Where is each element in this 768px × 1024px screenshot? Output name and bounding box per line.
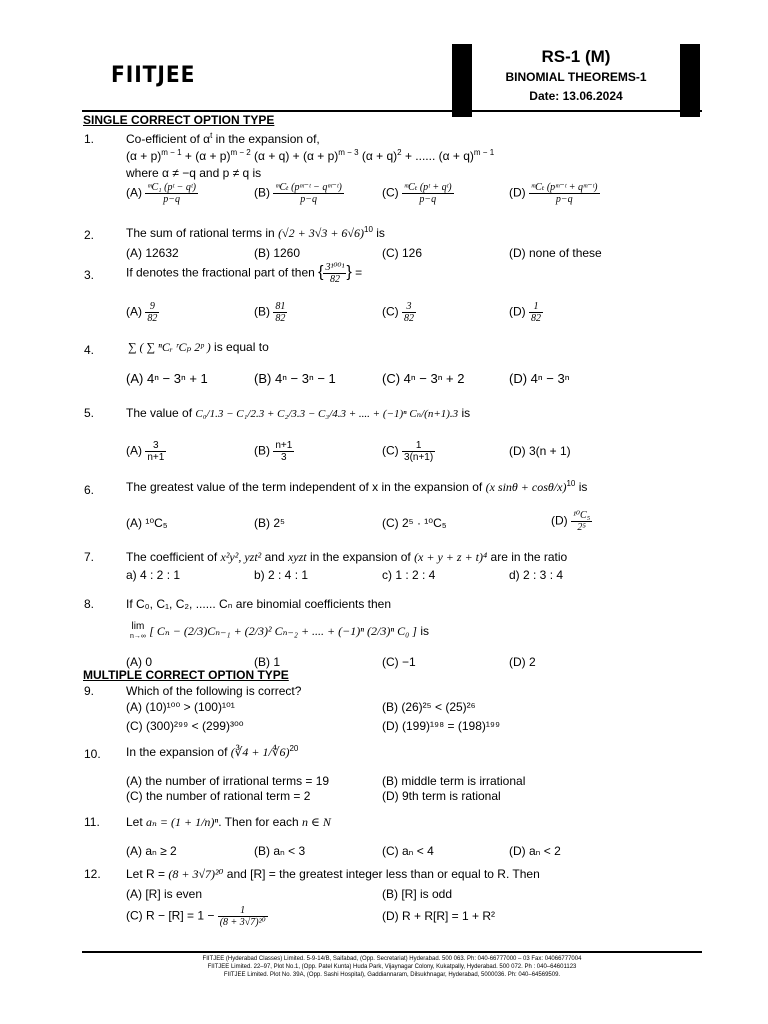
option-d[interactable]: (D) (199)¹⁹⁸ = (198)¹⁹⁹ (382, 719, 501, 733)
option-a[interactable]: (A) the number of irrational terms = 19 (126, 774, 330, 788)
option-d[interactable]: (D) R + R[R] = 1 + R² (382, 909, 496, 923)
question-number: 12. (84, 867, 101, 881)
question-expression: (x sinθ + cosθ/x) (485, 480, 567, 494)
option-c[interactable]: (C) 2⁵ · ¹⁰C₅ (382, 516, 447, 530)
question-expression: (∛4 + 1/∜6) (230, 745, 290, 759)
header-rule (82, 110, 702, 112)
option-c[interactable]: (C) 4ⁿ − 3ⁿ + 2 (382, 371, 465, 386)
option-d[interactable]: (D) none of these (509, 246, 602, 260)
question-text: Which of the following is correct? (126, 684, 302, 698)
option-a[interactable]: (A) 12632 (126, 246, 179, 260)
option-b[interactable]: (B) 2⁵ (254, 516, 285, 530)
option-c[interactable]: (C) 126 (382, 246, 423, 260)
question-number: 10. (84, 747, 101, 761)
option-a[interactable]: (A) 0 (126, 655, 153, 669)
option-a[interactable]: (A) (10)¹⁰⁰ > (100)¹⁰¹ (126, 700, 235, 714)
option-d[interactable]: (D) aₙ < 2 (509, 844, 561, 858)
option-a[interactable]: (A) $\frac{\text{ᵐC₁ (pᵗ − qᵗ)}}{p-q}$ (126, 182, 196, 205)
option-a[interactable]: (A) aₙ ≥ 2 (126, 844, 177, 858)
question-condition: where α ≠ −q and p ≠ q is (126, 166, 262, 180)
question-text: If C₀, C₁, C₂, ...... Cₙ are binomial coefficients then (126, 597, 392, 611)
fiitjee-logo: FIITJEE (111, 63, 196, 88)
option-d[interactable]: (D) $\frac{\text{ᵐCₜ (pᵐ⁻ᵗ + qᵐ⁻ᵗ)}}{p-q}$ (509, 182, 598, 205)
question-text: The sum of rational terms in (126, 226, 279, 240)
question-number: 5. (84, 406, 95, 420)
footer-address-3: FIITJEE Limited. Plot No. 39A, (Opp. Sashi Hospital), Gaddiannaram, Dilsukhnagar, Hyderabad, 5000036. Ph: 040–64569509. (223, 972, 561, 978)
option-d[interactable]: d) 2 : 3 : 4 (509, 568, 564, 582)
option-c[interactable]: (C) $\frac{3}{82}$ (382, 301, 415, 324)
question-text: In the expansion of (126, 745, 231, 759)
option-a[interactable]: (A) $\frac{9}{82}$ (126, 301, 158, 324)
question-text: is equal to (210, 340, 269, 354)
header-bar-left (452, 44, 472, 117)
question-expression: C₀/1.3 − C₁/2.3 + C₂/3.3 − C₃/4.3 + .... + (−1)ⁿ Cₙ/(n+1).3 (195, 408, 459, 420)
option-b[interactable]: (B) [R] is odd (382, 887, 453, 901)
question-number: 4. (84, 343, 95, 357)
option-d[interactable]: (D) 4ⁿ − 3ⁿ (509, 371, 570, 386)
question-number: 7. (84, 550, 95, 564)
option-b[interactable]: (B) aₙ < 3 (254, 844, 306, 858)
option-b[interactable]: (B) 1260 (254, 246, 301, 260)
question-expression: lim n→∞ [ Cₙ − (2/3)Cₙ₋₁ + (2/3)² Cₙ₋₂ + .... + (−1)ⁿ (2/3)ⁿ C₀ ] is (130, 621, 429, 640)
option-a[interactable]: (A) 4ⁿ − 3ⁿ + 1 (126, 371, 208, 386)
option-b[interactable]: (B) $\frac{\text{ᵐCₜ (pᵐ⁻ᵗ − qᵐ⁻ᵗ)}}{p-q}$ (254, 182, 342, 205)
question-expression: $(\alpha + p)^{m - 1} + (\alpha + p)^{m - 2}$ $(\alpha + q) + (\alpha + p)^{m - 3}$ $(\alpha + q)^2$ + ...... $(\alpha + q)^{m - 1}$ (126, 148, 495, 163)
question-number: 2. (84, 228, 95, 242)
option-b[interactable]: (B) 4ⁿ − 3ⁿ − 1 (254, 371, 336, 386)
sheet-date: Date: 13.06.2024 (529, 89, 623, 103)
question-expression: aₙ = (1 + 1/n)ⁿ (146, 815, 219, 829)
question-number: 6. (84, 483, 95, 497)
option-c[interactable]: (C) $\frac{1}{3(n+1)}$ (382, 440, 434, 463)
question-number: 8. (84, 597, 95, 611)
footer-address-2: FIITJEE Limited. 22–97, Plot No.1, (Opp. Patel Kunta) Huda Park, Vijaynagar Colony, Kukatpally, Hyderabad. 500 072. Ph : 040–64601123 (207, 964, 577, 970)
option-c[interactable]: (C) aₙ < 4 (382, 844, 434, 858)
sheet-code: RS-1 (M) (541, 47, 611, 66)
question-number: 11. (84, 815, 100, 829)
option-b[interactable]: b) 2 : 4 : 1 (254, 568, 309, 582)
option-b[interactable]: (B) (26)²⁵ < (25)²⁶ (382, 700, 476, 714)
question-text: The greatest value of the term independent of x in the expansion of (126, 480, 486, 494)
option-d[interactable]: (D) 9th term is rational (382, 789, 501, 803)
option-c[interactable]: (C) R − [R] = 1 − $\frac{1}{\text{(8 + 3√7)²⁰}}$ (126, 905, 266, 928)
section-single-correct: SINGLE CORRECT OPTION TYPE (83, 113, 275, 127)
footer-rule (82, 951, 702, 953)
question-expression: (√2 + 3√3 + 6√6) (278, 226, 365, 240)
option-b[interactable]: (B) $\frac{n+1}{3}$ (254, 440, 293, 463)
header-bar-right (680, 44, 700, 117)
question-text: The value of (126, 406, 196, 420)
question-text: Co-efficient of α (126, 132, 211, 146)
option-b[interactable]: (B) middle term is irrational (382, 774, 526, 788)
option-b[interactable]: (B) 1 (254, 655, 281, 669)
option-d[interactable]: (D) $\frac{1}{82}$ (509, 301, 542, 324)
option-d[interactable]: (D) $\frac{\text{¹⁰C₅}}{\text{2⁵}}$ (551, 510, 591, 533)
option-c[interactable]: c) 1 : 2 : 4 (382, 568, 436, 582)
option-c[interactable]: (C) −1 (382, 655, 416, 669)
option-c[interactable]: (C) $\frac{\text{ᵐCₜ (pᵗ + qᵗ)}}{p-q}$ (382, 182, 452, 205)
question-expression: (x + y + z + t)⁴ (414, 550, 488, 564)
question-number: 1. (84, 132, 95, 146)
option-d[interactable]: (D) 2 (509, 655, 536, 669)
section-multiple-correct: MULTIPLE CORRECT OPTION TYPE (83, 668, 289, 682)
option-d[interactable]: (D) 3(n + 1) (509, 444, 571, 458)
question-text: The coefficient of (126, 550, 221, 564)
option-a[interactable]: a) 4 : 2 : 1 (126, 568, 181, 582)
option-b[interactable]: (B) $\frac{81}{82}$ (254, 301, 286, 324)
worksheet-page: FIITJEE RS-1 (M) BINOMIAL THEOREMS-1 Date: 13.06.2024 SINGLE CORRECT OPTION TYPE 1. Co-efficient of $\alpha^t$ in the expansion of, $(\alpha + p)^{m - 1} + (\alpha + p)^{m - 2}$ $(\alpha + q) + (\alpha + p)^{m - 3}$ $(\alpha + q)^2$ + ...... $(\alpha + q)^{m - 1}$ where α ≠ −q and p ≠ q is (A) $\frac{\text{ᵐC₁ (pᵗ − qᵗ)}}{p-q}$ (B) $\frac{\text{ᵐCₜ (pᵐ⁻ᵗ − qᵐ⁻ᵗ)}}{p-q}$ (C) $\frac{\text{ᵐCₜ (pᵗ + qᵗ)}}{p-q}$ (D) $\frac{\text{ᵐCₜ (pᵐ⁻ᵗ + qᵐ⁻ᵗ)}}{p-q}$ 2. The sum of rational terms in $(√2 + 3√3 + 6√6)^{10}$ is (A) 12632 (B) 1260 (C) 126 (D) none of these 3. If denotes the fractional part of then { $\frac{\text{3¹⁰⁰¹}}{82}$ } = (A) $\frac{9}{82}$ (B) $\frac{81}{82}$ (C) $\frac{3}{82}$ (D) $\frac{1}{82}$ 4. ∑ ( ∑ ⁿCᵣ ʳCₚ 2ᵖ ) is equal to (A) 4ⁿ − 3ⁿ + 1 (B) 4ⁿ − 3ⁿ − 1 (C) 4ⁿ − 3ⁿ + 2 (D) 4ⁿ − 3ⁿ 5. The value of C₀/1.3 − C₁/2.3 + C₂/3.3 − C₃/4.3 + .... + (−1)ⁿ Cₙ/(n+1).3 is (A) $\frac{3}{n+1}$ (B) $\frac{n+1}{3}$ (C) $\frac{1}{3(n+1)}$ (D) 3(n + 1) 6. The greatest value of the term independent of x in the expansion of (x sinθ + cosθ/x)$^{10}$ is (A) ¹⁰C₅ (B) 2⁵ (C) 2⁵ · ¹⁰C₅ (D) $\frac{\text{¹⁰C₅}}{\text{2⁵}}$ 7. The coefficient of x²y², yzt² and xyzt in the expansion of (x + y + z + t)⁴ are in the ratio a) 4 : 2 : 1 b) 2 : 4 : 1 c) 1 : 2 : 4 d) 2 : 3 : 4 8. If C₀, C₁, C₂, ...... Cₙ are binomial coefficients then lim n→∞ [ Cₙ − (2/3)Cₙ₋₁ + (2/3)² Cₙ₋₂ + .... + (−1)ⁿ (2/3)ⁿ C₀ ] is (A) 0 (B) 1 (C) −1 (D) 2 MULTIPLE CORRECT OPTION TYPE 9. Which of the following is correct? (A) (10)¹⁰⁰ > (100)¹⁰¹ (B) (26)²⁵ < (25)²⁶ (C) (300)²⁹⁹ < (299)³⁰⁰ (D) (199)¹⁹⁸ = (198)¹⁹⁹ 10. In the expansion of (∛4 + 1/∜6)$^{20}$ (A) the number of irrational terms = 19 (B) middle term is irrational (C) the number of rational term = 2 (D) 9th term is rational 11. Let aₙ = (1 + 1/n)ⁿ. Then for each n ∈ N (A) aₙ ≥ 2 (B) aₙ < 3 (C) aₙ < 4 (D) aₙ < 2 12. Let R = (8 + 3√7)²⁰ and [R] = the greatest integer less than or equal to R. Then (A) [R] is even (B) [R] is odd (C) R − [R] = 1 − $\frac{1}{\text{(8 + 3√7)²⁰}}$ (D) R + R[R] = 1 + R² FIITJEE (Hyderabad Classes) Limited. 5-9-14/B, Saifabad, (Opp. Secretariat) Hyderabad. 500 063. Ph: 040-66777000 – 03 Fax: 04066777004 FIITJEE Limited. 22–97, Plot No.1, (Opp. Patel Kunta) Huda Park, Vijaynagar Colony, Kukatpally, Hyderabad. 500 072. Ph : 040–64601123 FIITJEE Limited. Plot No. 39A, (Opp. Sashi Hospital), Gaddiannaram, Dilsukhnagar, Hyderabad, 5000036. Ph: 040–64569509. (0, 0, 768, 1024)
question-expression: (8 + 3√7)²⁰ (168, 867, 224, 881)
question-text: If denotes the fractional part of then (126, 265, 319, 280)
option-a[interactable]: (A) $\frac{3}{n+1}$ (126, 440, 165, 463)
option-a[interactable]: (A) ¹⁰C₅ (126, 516, 168, 530)
footer-address-1: FIITJEE (Hyderabad Classes) Limited. 5-9-14/B, Saifabad, (Opp. Secretariat) Hyderabad. 500 063. Ph: 040-66777000 – 03 Fax: 04066777004 (202, 956, 582, 962)
question-expression: ∑ ( ∑ ⁿCᵣ ʳCₚ 2ᵖ ) (128, 340, 211, 354)
sheet-topic: BINOMIAL THEOREMS-1 (505, 70, 647, 84)
option-c[interactable]: (C) (300)²⁹⁹ < (299)³⁰⁰ (126, 719, 244, 733)
question-text: Let R = (126, 867, 169, 881)
question-text: Let (126, 815, 147, 829)
question-number: 3. (84, 268, 95, 282)
option-c[interactable]: (C) the number of rational term = 2 (126, 789, 311, 803)
question-number: 9. (84, 684, 95, 698)
option-a[interactable]: (A) [R] is even (126, 887, 203, 901)
